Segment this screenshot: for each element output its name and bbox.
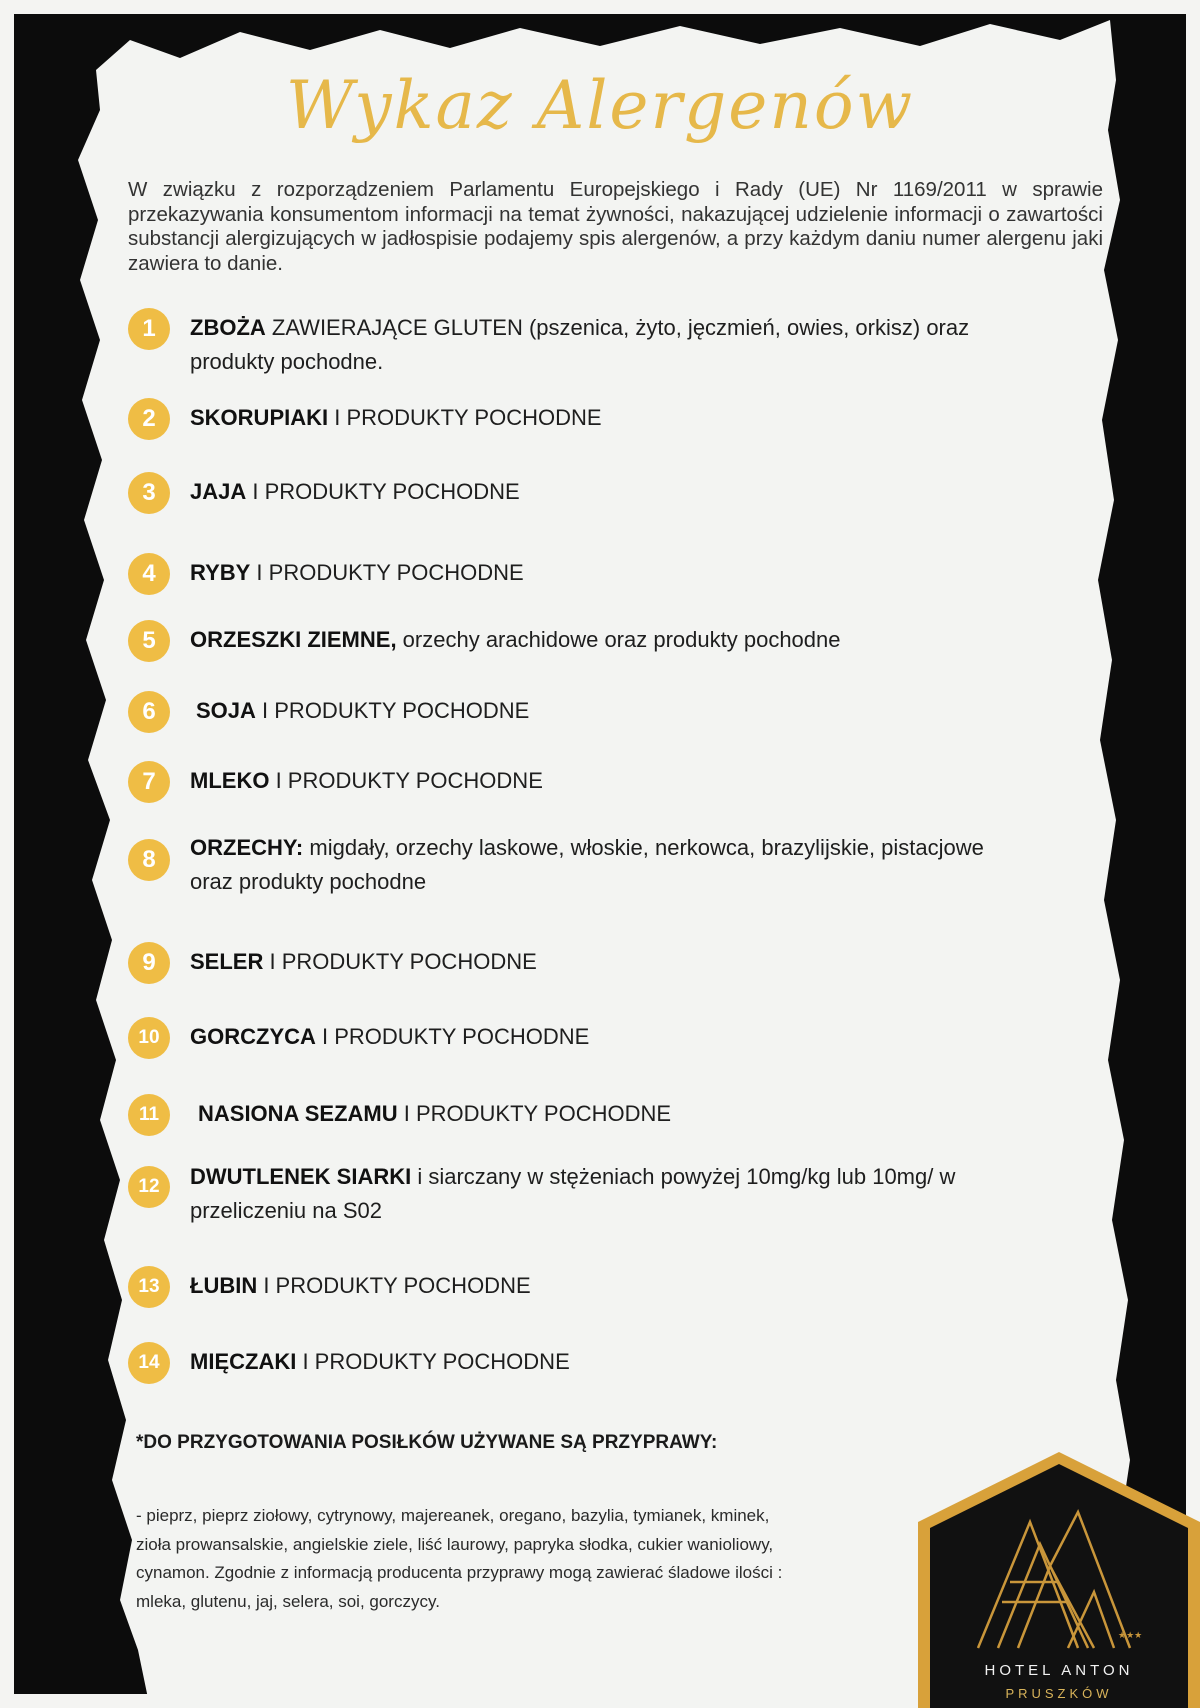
allergen-description: I PRODUKTY POCHODNE (255, 698, 530, 723)
allergen-description: orzechy arachidowe oraz produkty pochodne (396, 627, 841, 652)
allergen-description: I PRODUKTY POCHODNE (246, 479, 520, 504)
allergen-name: RYBY (190, 560, 251, 585)
allergen-description: i siarczany w stężeniach powyżej 10mg/kg lub 10mg/ w przeliczeniu na S02 (190, 1164, 956, 1223)
allergen-number-badge: 5 (128, 620, 170, 662)
allergen-description: I PRODUKTY POCHODNE (269, 768, 543, 793)
hotel-city: PRUSZKÓW (1005, 1686, 1113, 1701)
allergen-number-badge: 14 (128, 1342, 170, 1384)
hotel-name: HOTEL ANTON (984, 1662, 1134, 1679)
allergen-text (190, 831, 1030, 899)
allergen-name: DWUTLENEK SIARKI (190, 1164, 412, 1189)
allergen-description: ZAWIERAJĄCE GLUTEN (pszenica, żyto, jęczmień, owies, orkisz) oraz produkty pochodne. (190, 315, 970, 374)
allergen-name: SOJA (196, 698, 256, 723)
allergen-number-badge: 9 (128, 942, 170, 984)
allergen-name: MLEKO (190, 768, 270, 793)
allergen-text (196, 694, 1036, 728)
allergen-description: I PRODUKTY POCHODNE (315, 1024, 590, 1049)
allergen-description: I PRODUKTY POCHODNE (257, 1273, 531, 1298)
allergen-text (190, 311, 1030, 379)
allergen-name: ZBOŻA (190, 315, 266, 340)
allergen-text (198, 1097, 1038, 1131)
allergen-text (190, 623, 1030, 657)
allergen-name: JAJA (190, 479, 247, 504)
allergen-name: ORZECHY: (190, 835, 304, 860)
allergen-name: MIĘCZAKI (190, 1349, 297, 1374)
allergen-number-badge: 10 (128, 1017, 170, 1059)
allergen-number-badge: 6 (128, 691, 170, 733)
allergen-number-badge: 3 (128, 472, 170, 514)
allergen-description: I PRODUKTY POCHODNE (296, 1349, 570, 1374)
allergen-name: GORCZYCA (190, 1024, 316, 1049)
logo-stars: ★★★ (1118, 1631, 1143, 1641)
allergen-text (190, 1020, 1030, 1054)
allergen-number-badge: 2 (128, 398, 170, 440)
allergen-description: I PRODUKTY POCHODNE (328, 405, 602, 430)
allergen-name: NASIONA SEZAMU (198, 1101, 398, 1126)
allergen-description: I PRODUKTY POCHODNE (250, 560, 524, 585)
allergen-number-badge: 1 (128, 308, 170, 350)
allergen-name: SELER (190, 949, 264, 974)
spices-heading: *DO PRZYGOTOWANIA POSIŁKÓW UŻYWANE SĄ PRZYPRAWY: (136, 1432, 718, 1453)
intro-paragraph: W związku z rozporządzeniem Parlamentu Europejskiego i Rady (UE) Nr 1169/2011 w sprawie przekazywania konsumentom informacji na temat żywności, nakazującej udzielenie informacji o zawartości substancji alergizujących w jadłospisie podajemy spis alergenów, a przy każdym daniu numer alergenu jaki zawiera to danie. (128, 178, 1103, 275)
allergen-text (190, 556, 1030, 590)
allergen-number-badge: 7 (128, 761, 170, 803)
allergen-name: ŁUBIN (190, 1273, 258, 1298)
allergen-text (190, 764, 1030, 798)
allergen-description: I PRODUKTY POCHODNE (397, 1101, 672, 1126)
allergen-text (190, 401, 1030, 435)
allergen-text (190, 945, 1030, 979)
allergen-number-badge: 13 (128, 1266, 170, 1308)
allergen-description: I PRODUKTY POCHODNE (263, 949, 537, 974)
allergen-text (190, 1345, 1030, 1379)
allergen-number-badge: 11 (128, 1094, 170, 1136)
allergen-text (190, 1160, 1030, 1228)
page-title: Wykaz Alergenów (285, 67, 915, 144)
allergen-name: ORZESZKI ZIEMNE, (190, 627, 397, 652)
allergen-name: SKORUPIAKI (190, 405, 329, 430)
allergen-number-badge: 8 (128, 839, 170, 881)
allergen-number-badge: 4 (128, 553, 170, 595)
allergen-number-badge: 12 (128, 1166, 170, 1208)
allergen-text (190, 475, 1030, 509)
allergen-text (190, 1269, 1030, 1303)
spices-list: - pieprz, pieprz ziołowy, cytrynowy, majereanek, oregano, bazylia, tymianek, kminek, zioła prowansalskie, angielskie ziele, liść laurowy, papryka słodka, cukier wanioliowy, cynamon. Zgodnie z informacją producenta przyprawy mogą zawierać śladowe ilości : mleka, glutenu, jaj, selera, soi, gorczycy. (136, 1506, 783, 1611)
allergen-description: migdały, orzechy laskowe, włoskie, nerkowca, brazylijskie, pistacjowe oraz produkty pochodne (190, 835, 984, 894)
